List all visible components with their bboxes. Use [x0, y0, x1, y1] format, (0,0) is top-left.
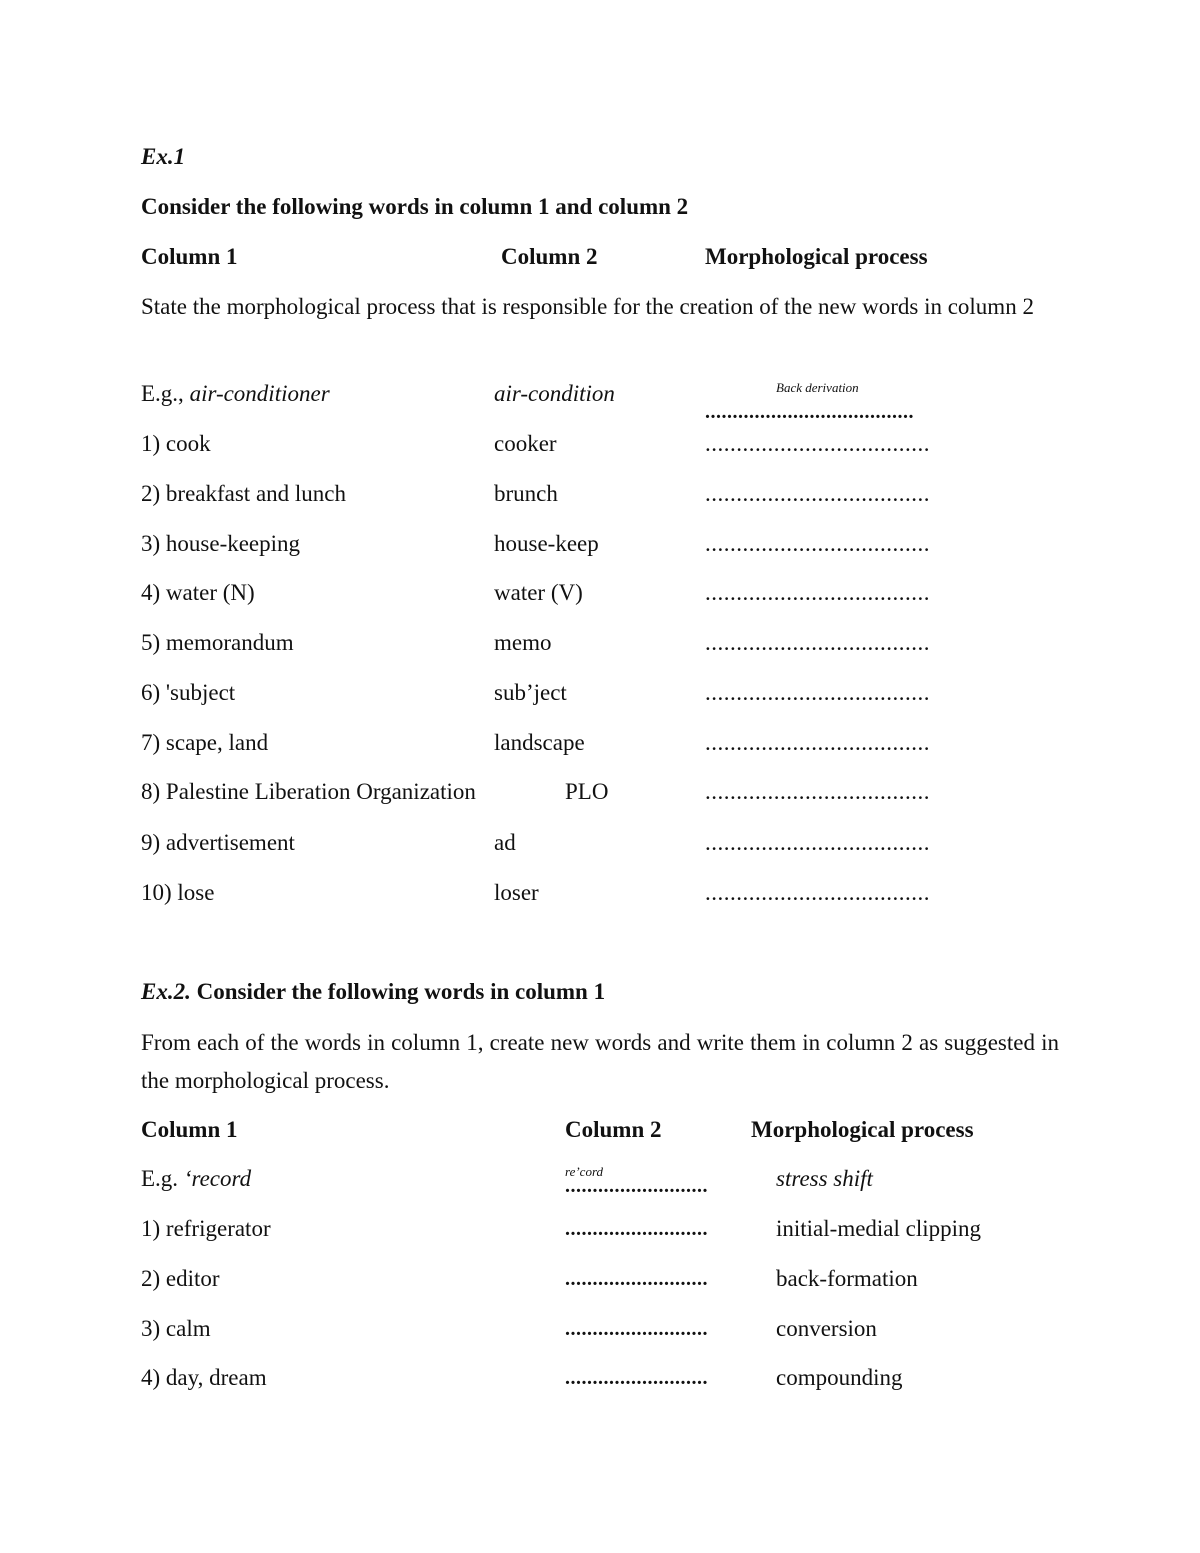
ex2-task: From each of the words in column 1, create new words and write them in column 2 as suggested in the morphological process. — [141, 1030, 1059, 1093]
ex1-example-word: air-conditioner — [189, 381, 330, 406]
ex1-row-7-col1: 7) scape, land — [141, 730, 269, 755]
ex2-row-2-col1: 2) editor — [141, 1266, 220, 1291]
ex1-row-8-col2: PLO — [565, 779, 609, 804]
ex1-row-5-blank[interactable]: .................................... — [705, 630, 930, 655]
ex1-row-4-col2: water (V) — [494, 580, 583, 605]
ex2-example-col1 — [141, 1165, 251, 1193]
ex1-header-col2: Column 2 — [501, 244, 598, 269]
ex1-row-3-col1: 3) house-keeping — [141, 531, 301, 556]
ex1-example-prefix: E.g., — [141, 381, 190, 406]
ex2-row-3-blank[interactable]: .......................... — [565, 1318, 708, 1340]
ex1-row-10-col1: 10) lose — [141, 880, 215, 905]
ex2-title: Ex.2. — [141, 979, 191, 1004]
ex1-example-col2: air-condition — [494, 381, 615, 406]
ex1-header-col1: Column 1 — [141, 244, 238, 269]
ex2-example-col3: stress shift — [776, 1166, 873, 1191]
ex2-example-answer: re’cord — [565, 1164, 604, 1179]
ex1-task: State the morphological process that is responsible for the creation of the new words in column 2 — [141, 294, 1034, 319]
ex2-row-4-blank[interactable]: .......................... — [565, 1367, 708, 1389]
ex1-row-3-blank[interactable]: .................................... — [705, 531, 930, 556]
ex2-heading — [141, 978, 605, 1006]
ex2-row-1-col3: initial-medial clipping — [776, 1216, 982, 1241]
ex1-row-10-col2: loser — [494, 880, 539, 905]
ex1-row-8-blank[interactable]: .................................... — [705, 779, 930, 804]
ex2-row-2-col3: back-formation — [776, 1266, 918, 1291]
ex2-instruction: Consider the following words in column 1 — [190, 979, 606, 1004]
ex1-header-col3: Morphological process — [705, 244, 928, 269]
ex1-row-1-blank[interactable]: .................................... — [705, 431, 930, 456]
ex1-row-1-col2: cooker — [494, 431, 557, 456]
ex1-row-5-col2: memo — [494, 630, 552, 655]
ex1-example-answer: Back derivation — [776, 380, 859, 395]
ex2-row-3-col1: 3) calm — [141, 1316, 211, 1341]
ex2-header-col2: Column 2 — [565, 1117, 662, 1142]
ex2-row-4-col3: compounding — [776, 1365, 903, 1390]
ex2-example-word: ‘record — [183, 1166, 252, 1191]
ex1-row-7-blank[interactable]: .................................... — [705, 730, 930, 755]
ex1-instruction: Consider the following words in column 1 and column 2 — [141, 194, 689, 219]
ex1-title: Ex.1 — [141, 144, 186, 169]
ex2-row-2-blank[interactable]: .......................... — [565, 1268, 708, 1290]
ex2-row-1-col1: 1) refrigerator — [141, 1216, 271, 1241]
ex1-row-2-col2: brunch — [494, 481, 558, 506]
ex1-row-1-col1: 1) cook — [141, 431, 211, 456]
ex1-row-4-col1: 4) water (N) — [141, 580, 255, 605]
ex2-row-3-col3: conversion — [776, 1316, 877, 1341]
ex1-row-9-col1: 9) advertisement — [141, 830, 295, 855]
ex1-row-10-blank[interactable]: .................................... — [705, 880, 930, 905]
ex1-example-col1 — [141, 380, 330, 408]
ex1-row-2-blank[interactable]: .................................... — [705, 481, 930, 506]
ex2-header-col3: Morphological process — [751, 1117, 974, 1142]
ex1-example-blank: ...................................... — [705, 401, 914, 423]
ex1-row-8-col1: 8) Palestine Liberation Organization — [141, 779, 476, 804]
ex1-row-4-blank[interactable]: .................................... — [705, 580, 930, 605]
ex1-row-6-col1: 6) 'subject — [141, 680, 236, 705]
ex1-row-9-col2: ad — [494, 830, 516, 855]
ex2-row-4-col1: 4) day, dream — [141, 1365, 267, 1390]
ex1-row-9-blank[interactable]: .................................... — [705, 830, 930, 855]
ex1-row-6-blank[interactable]: .................................... — [705, 680, 930, 705]
ex2-example-blank: .......................... — [565, 1175, 708, 1197]
ex1-row-6-col2: sub’ject — [494, 680, 567, 705]
ex2-row-1-blank[interactable]: .......................... — [565, 1218, 708, 1240]
ex1-row-7-col2: landscape — [494, 730, 585, 755]
ex2-header-col1: Column 1 — [141, 1117, 238, 1142]
ex1-row-3-col2: house-keep — [494, 531, 599, 556]
ex2-example-prefix: E.g. — [141, 1166, 184, 1191]
ex1-row-2-col1: 2) breakfast and lunch — [141, 481, 347, 506]
ex1-row-5-col1: 5) memorandum — [141, 630, 294, 655]
